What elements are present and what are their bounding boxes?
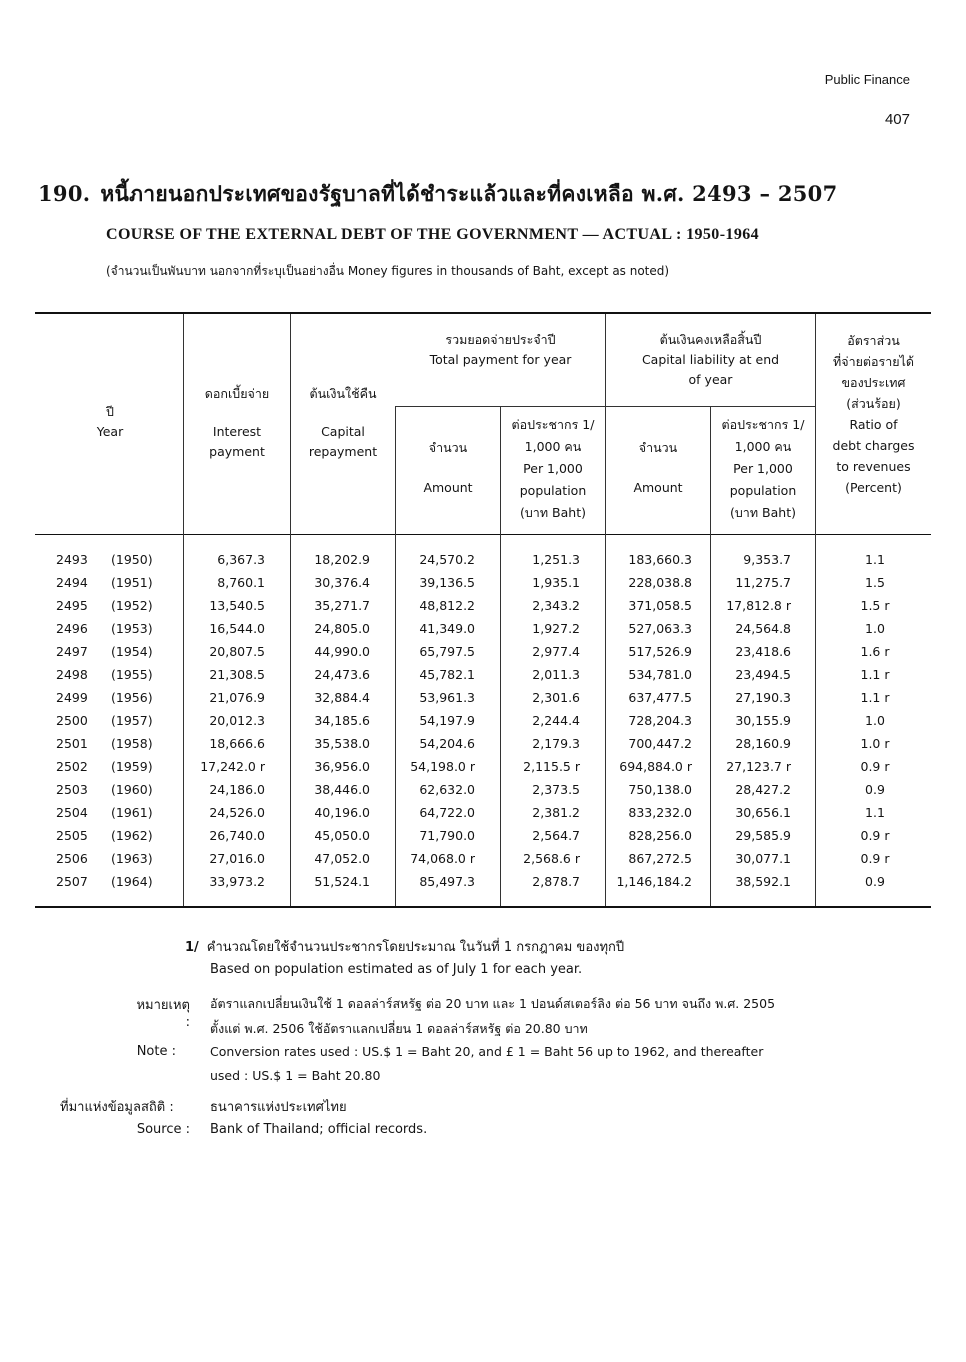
cell-be: 2495 — [56, 598, 88, 613]
cell-capital: 32,884.4 — [314, 690, 370, 705]
cell-total-per: 2,381.2 — [532, 805, 580, 820]
cell-ratio: 0.9 r — [860, 851, 890, 866]
cell-capital: 35,538.0 — [314, 736, 370, 751]
cell-liab-per: 23,494.5 — [735, 667, 791, 682]
source-english: Bank of Thailand; official records. — [210, 1122, 428, 1137]
cell-ratio: 1.1 r — [860, 667, 890, 682]
cell-interest: 26,740.0 — [209, 828, 265, 843]
cell-liab-amount: 637,477.5 — [628, 690, 692, 705]
cell-interest: 8,760.1 — [217, 575, 265, 590]
cell-capital: 30,376.4 — [314, 575, 370, 590]
footnote-english: Based on population estimated as of July 1 for each year. — [210, 962, 583, 977]
cell-be: 2499 — [56, 690, 88, 705]
cell-liab-per: 28,160.9 — [735, 736, 791, 751]
cell-ce: (1957) — [111, 713, 153, 728]
cell-total-per: 2,115.5 r — [523, 759, 580, 774]
cell-ce: (1953) — [111, 621, 153, 636]
cell-total-amount: 71,790.0 — [419, 828, 475, 843]
cell-liab-per: 30,077.1 — [735, 851, 791, 866]
cell-liab-amount: 228,038.8 — [628, 575, 692, 590]
cell-capital: 24,473.6 — [314, 667, 370, 682]
cell-ratio: 1.1 — [865, 805, 885, 820]
cell-capital: 45,050.0 — [314, 828, 370, 843]
cell-total-per: 2,977.4 — [532, 644, 580, 659]
table-row — [35, 571, 931, 594]
units-note: (จำนวนเป็นพันบาท นอกจากที่ระบุเป็นอย่างอื่น Money figures in thousands of Baht, except as noted) — [106, 264, 670, 278]
table-row — [35, 617, 931, 640]
cell-be: 2501 — [56, 736, 88, 751]
cell-interest: 6,367.3 — [217, 552, 265, 567]
cell-total-amount: 85,497.3 — [419, 874, 475, 889]
cell-liab-per: 30,656.1 — [735, 805, 791, 820]
header-liability-amount: จำนวน Amount — [633, 440, 683, 495]
cell-be: 2494 — [56, 575, 88, 590]
cell-be: 2506 — [56, 851, 88, 866]
cell-liab-amount: 833,232.0 — [628, 805, 692, 820]
cell-interest: 18,666.6 — [209, 736, 265, 751]
cell-liab-amount: 867,272.5 — [628, 851, 692, 866]
header-liability-per-pop: ต่อประชากร 1/ 1,000 คน Per 1,000 population (บาท Baht) — [721, 417, 805, 520]
cell-liab-amount: 527,063.3 — [628, 621, 692, 636]
note-english-1: Conversion rates used : US.$ 1 = Baht 20, and £ 1 = Baht 56 up to 1962, and thereafter — [210, 1044, 764, 1059]
cell-total-per: 2,301.6 — [532, 690, 580, 705]
cell-total-amount: 74,068.0 r — [410, 851, 475, 866]
table-header-rule — [35, 534, 931, 535]
cell-be: 2503 — [56, 782, 88, 797]
cell-ratio: 1.5 — [865, 575, 885, 590]
remark-thai-2: ตั้งแต่ พ.ศ. 2506 ใช้อัตราแลกเปลี่ยน 1 ดอลล่าร์สหรัฐ ต่อ 20.80 บาท — [210, 1021, 588, 1036]
cell-interest: 16,544.0 — [209, 621, 265, 636]
title-thai-text: หนี้ภายนอกประเทศของรัฐบาลที่ได้ชำระแล้วและที่คงเหลือ พ.ศ. 2493 – 2507 — [100, 181, 838, 206]
source-thai: ธนาคารแห่งประเทศไทย — [210, 1100, 347, 1115]
table-row — [35, 709, 931, 732]
cell-interest: 27,016.0 — [209, 851, 265, 866]
cell-liab-per: 29,585.9 — [735, 828, 791, 843]
cell-be: 2505 — [56, 828, 88, 843]
cell-liab-amount: 534,781.0 — [628, 667, 692, 682]
cell-interest: 13,540.5 — [209, 598, 265, 613]
cell-ce: (1952) — [111, 598, 153, 613]
cell-be: 2493 — [56, 552, 88, 567]
cell-total-amount: 24,570.2 — [419, 552, 475, 567]
table-number: 190. — [38, 181, 91, 206]
table-row — [35, 732, 931, 755]
footnote-population — [185, 936, 624, 957]
cell-liab-amount: 183,660.3 — [628, 552, 692, 567]
cell-ratio: 1.0 r — [860, 736, 890, 751]
cell-ce: (1955) — [111, 667, 153, 682]
cell-total-per: 2,011.3 — [532, 667, 580, 682]
cell-total-amount: 54,204.6 — [419, 736, 475, 751]
cell-total-per: 1,935.1 — [532, 575, 580, 590]
cell-liab-per: 38,592.1 — [735, 874, 791, 889]
cell-capital: 18,202.9 — [314, 552, 370, 567]
table-row — [35, 640, 931, 663]
cell-ratio: 1.6 r — [860, 644, 890, 659]
cell-ratio: 0.9 — [865, 874, 885, 889]
cell-total-amount: 48,812.2 — [419, 598, 475, 613]
cell-total-amount: 54,197.9 — [419, 713, 475, 728]
cell-ce: (1961) — [111, 805, 153, 820]
cell-interest: 24,526.0 — [209, 805, 265, 820]
header-ratio: อัตราส่วน ที่จ่ายต่อรายได้ ของประเทศ (ส่วนร้อย) Ratio of debt charges to revenues (Percent) — [832, 333, 915, 495]
header-total-amount: จำนวน Amount — [423, 440, 473, 495]
footnote-mark: 1/ — [185, 940, 199, 955]
cell-liab-amount: 517,526.9 — [628, 644, 692, 659]
cell-be: 2507 — [56, 874, 88, 889]
header-sub-rule — [395, 406, 815, 407]
cell-ce: (1963) — [111, 851, 153, 866]
cell-ratio: 0.9 — [865, 782, 885, 797]
cell-liab-per: 11,275.7 — [735, 575, 791, 590]
cell-total-per: 2,568.6 r — [523, 851, 580, 866]
running-head: Public Finance — [824, 72, 910, 87]
source-label: Source : — [136, 1122, 190, 1137]
footnote-thai: คำนวณโดยใช้จำนวนประชากรโดยประมาณ ในวันที่ 1 กรกฎาคม ของทุกปี — [206, 940, 625, 955]
table-row — [35, 824, 931, 847]
cell-liab-amount: 828,256.0 — [628, 828, 692, 843]
table-row — [35, 870, 931, 893]
table-title-english: COURSE OF THE EXTERNAL DEBT OF THE GOVERNMENT — ACTUAL : 1950-1964 — [106, 226, 760, 243]
cell-be: 2502 — [56, 759, 88, 774]
cell-be: 2498 — [56, 667, 88, 682]
cell-total-per: 2,179.3 — [532, 736, 580, 751]
cell-ce: (1954) — [111, 644, 153, 659]
cell-capital: 35,271.7 — [314, 598, 370, 613]
cell-total-per: 2,878.7 — [532, 874, 580, 889]
cell-total-per: 2,373.5 — [532, 782, 580, 797]
cell-liab-amount: 700,447.2 — [628, 736, 692, 751]
cell-liab-per: 17,812.8 r — [726, 598, 791, 613]
cell-liab-amount: 750,138.0 — [628, 782, 692, 797]
note-label: Note : — [136, 1044, 176, 1059]
header-year: ปี Year — [96, 404, 124, 439]
cell-interest: 21,308.5 — [209, 667, 265, 682]
cell-ratio: 1.1 — [865, 552, 885, 567]
cell-ratio: 1.5 r — [860, 598, 890, 613]
cell-ratio: 1.0 — [865, 621, 885, 636]
cell-interest: 20,807.5 — [209, 644, 265, 659]
cell-total-per: 2,564.7 — [532, 828, 580, 843]
cell-total-amount: 62,632.0 — [419, 782, 475, 797]
header-interest: ดอกเบี้ยจ่าย Interest payment — [204, 386, 270, 459]
cell-interest: 20,012.3 — [209, 713, 265, 728]
cell-total-amount: 65,797.5 — [419, 644, 475, 659]
cell-ce: (1962) — [111, 828, 153, 843]
cell-ce: (1960) — [111, 782, 153, 797]
cell-capital: 47,052.0 — [314, 851, 370, 866]
cell-interest: 33,973.2 — [209, 874, 265, 889]
cell-capital: 36,956.0 — [314, 759, 370, 774]
cell-liab-per: 24,564.8 — [735, 621, 791, 636]
note-english-2: used : US.$ 1 = Baht 20.80 — [210, 1068, 381, 1083]
cell-capital: 24,805.0 — [314, 621, 370, 636]
cell-ce: (1964) — [111, 874, 153, 889]
cell-ce: (1950) — [111, 552, 153, 567]
cell-total-per: 1,927.2 — [532, 621, 580, 636]
cell-liab-amount: 728,204.3 — [628, 713, 692, 728]
cell-total-per: 2,244.4 — [532, 713, 580, 728]
cell-be: 2504 — [56, 805, 88, 820]
cell-capital: 44,990.0 — [314, 644, 370, 659]
cell-capital: 34,185.6 — [314, 713, 370, 728]
cell-be: 2497 — [56, 644, 88, 659]
header-total-payment: รวมยอดจ่ายประจำปี Total payment for year — [429, 332, 572, 367]
cell-interest: 21,076.9 — [209, 690, 265, 705]
table-row — [35, 548, 931, 571]
cell-capital: 38,446.0 — [314, 782, 370, 797]
cell-liab-amount: 1,146,184.2 — [616, 874, 692, 889]
cell-liab-per: 27,123.7 r — [726, 759, 791, 774]
table-row — [35, 594, 931, 617]
cell-interest: 17,242.0 r — [200, 759, 265, 774]
cell-total-amount: 54,198.0 r — [410, 759, 475, 774]
cell-liab-amount: 694,884.0 r — [619, 759, 692, 774]
page-number: 407 — [884, 111, 910, 128]
remark-label: หมายเหตุ : — [136, 998, 190, 1030]
cell-total-amount: 41,349.0 — [419, 621, 475, 636]
cell-capital: 51,524.1 — [314, 874, 370, 889]
cell-ratio: 0.9 r — [860, 759, 890, 774]
table-top-rule — [35, 312, 931, 314]
cell-total-amount: 64,722.0 — [419, 805, 475, 820]
source-label-thai: ที่มาแห่งข้อมูลสถิติ : — [60, 1100, 174, 1115]
cell-total-amount: 45,782.1 — [419, 667, 475, 682]
cell-liab-per: 23,418.6 — [735, 644, 791, 659]
header-capital: ต้นเงินใช้คืน Capital repayment — [308, 386, 378, 459]
table-row — [35, 801, 931, 824]
cell-ratio: 1.0 — [865, 713, 885, 728]
table-row — [35, 755, 931, 778]
table-row — [35, 847, 931, 870]
cell-ratio: 1.1 r — [860, 690, 890, 705]
cell-liab-per: 30,155.9 — [735, 713, 791, 728]
cell-total-amount: 53,961.3 — [419, 690, 475, 705]
header-capital-liability: ต้นเงินคงเหลือสิ้นปี Capital liability at end of year — [641, 332, 780, 387]
table-row — [35, 686, 931, 709]
cell-liab-per: 9,353.7 — [743, 552, 791, 567]
cell-be: 2496 — [56, 621, 88, 636]
table-row — [35, 663, 931, 686]
cell-be: 2500 — [56, 713, 88, 728]
table-bottom-rule — [35, 906, 931, 908]
cell-ce: (1956) — [111, 690, 153, 705]
header-total-per-pop: ต่อประชากร 1/ 1,000 คน Per 1,000 population (บาท Baht) — [511, 417, 595, 520]
table-title-thai — [38, 178, 838, 211]
cell-ce: (1951) — [111, 575, 153, 590]
cell-interest: 24,186.0 — [209, 782, 265, 797]
table-row — [35, 778, 931, 801]
cell-liab-amount: 371,058.5 — [628, 598, 692, 613]
cell-ratio: 0.9 r — [860, 828, 890, 843]
cell-liab-per: 27,190.3 — [735, 690, 791, 705]
cell-ce: (1959) — [111, 759, 153, 774]
cell-liab-per: 28,427.2 — [735, 782, 791, 797]
cell-total-amount: 39,136.5 — [419, 575, 475, 590]
cell-total-per: 1,251.3 — [532, 552, 580, 567]
remark-thai-1: อัตราแลกเปลี่ยนเงินใช้ 1 ดอลล่าร์สหรัฐ ต่อ 20 บาท และ 1 ปอนด์สเตอร์ลิง ต่อ 56 บาท จนถึง พ.ศ. 2505 — [210, 996, 776, 1011]
cell-total-per: 2,343.2 — [532, 598, 580, 613]
cell-ce: (1958) — [111, 736, 153, 751]
cell-capital: 40,196.0 — [314, 805, 370, 820]
